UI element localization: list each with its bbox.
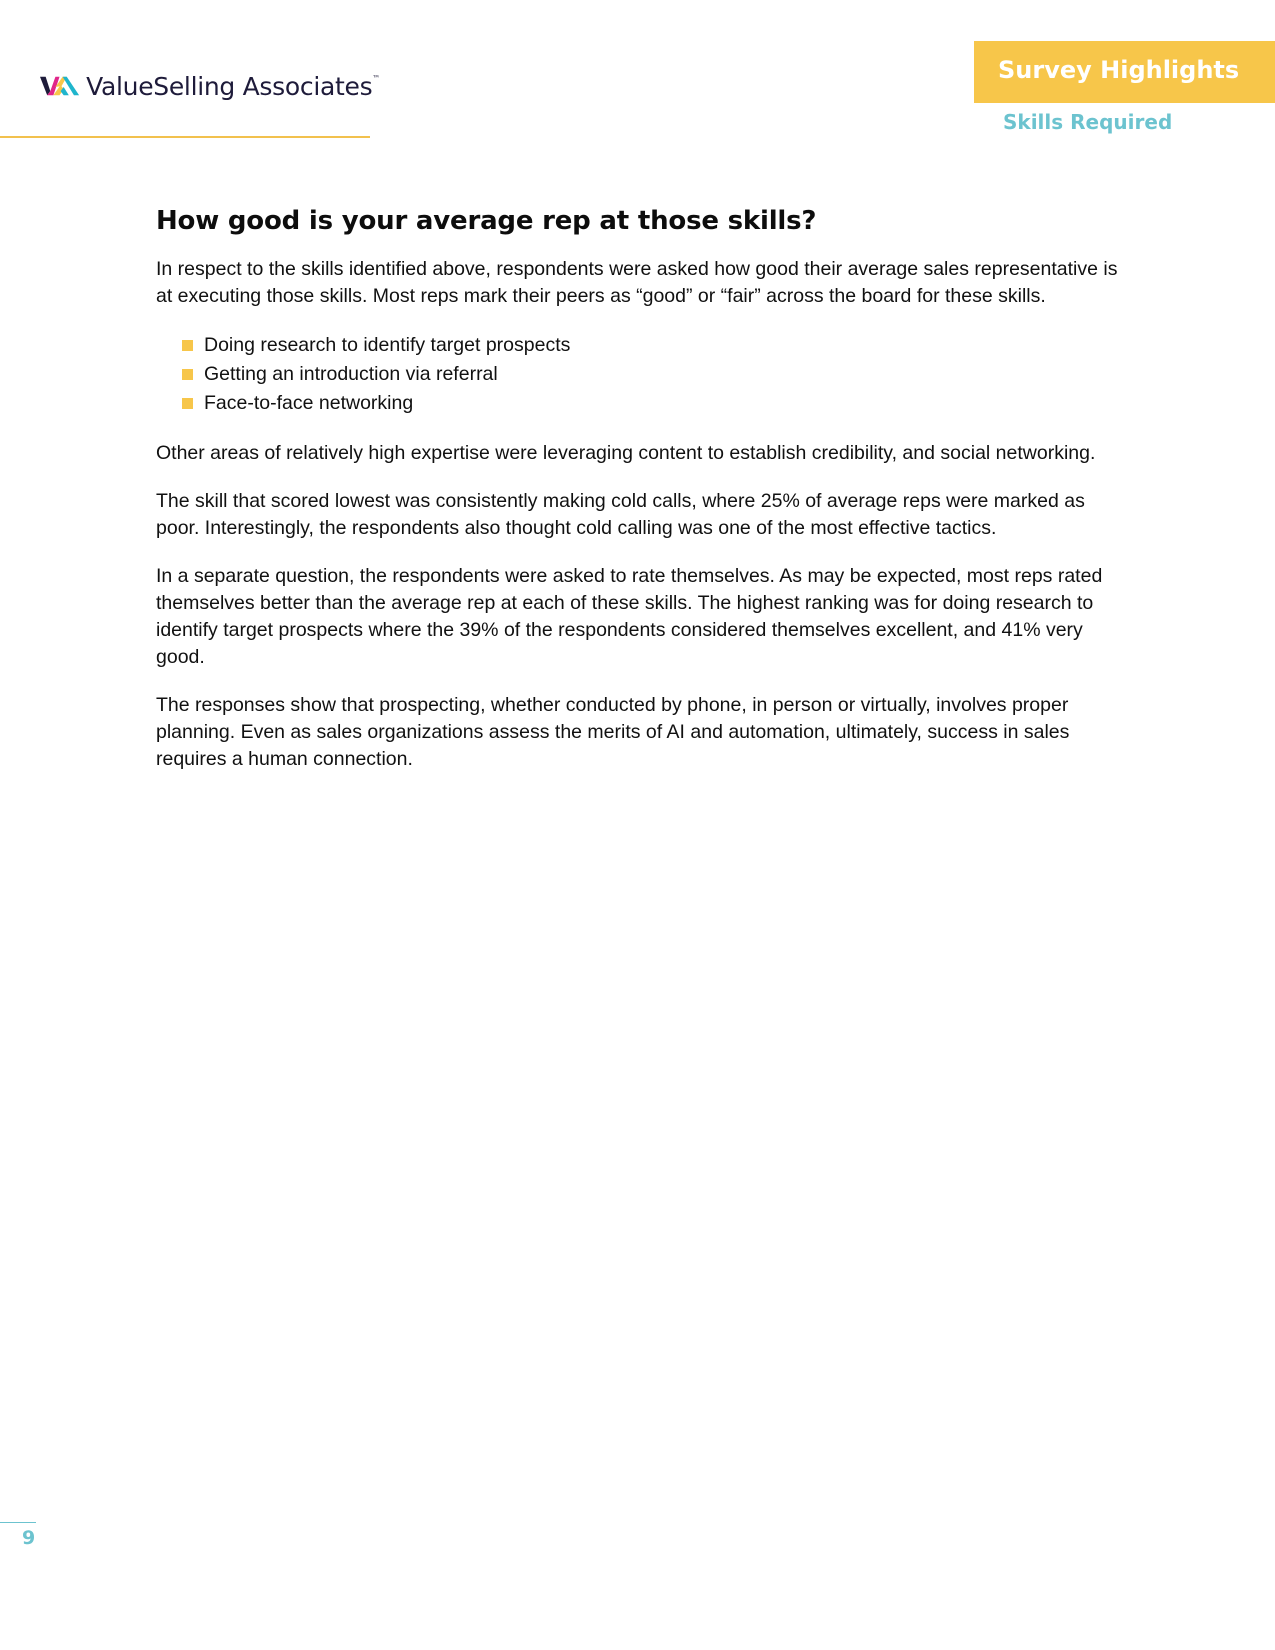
skills-list xyxy=(182,331,1126,418)
body-paragraph: The skill that scored lowest was consistently making cold calls, where 25% of average reps were marked as poor. Interestingly, the respondents also thought cold calling was one of the most effective tactics. xyxy=(156,490,1085,539)
list-item-text: Doing research to identify target prospects xyxy=(204,334,571,356)
list-item-text: Getting an introduction via referral xyxy=(204,363,498,385)
section-subtitle: Skills Required xyxy=(1003,110,1173,134)
logo-wordmark: ValueSelling Associates™ xyxy=(86,71,380,101)
square-bullet-icon xyxy=(182,340,193,351)
square-bullet-icon xyxy=(182,369,193,380)
vsa-logo-icon xyxy=(40,66,80,106)
section-title: Survey Highlights xyxy=(998,56,1240,84)
header-divider xyxy=(0,136,370,138)
body-paragraph: The responses show that prospecting, whether conducted by phone, in person or virtually, involves proper planning. Even as sales organizations assess the merits of AI and automation, ultimately, success in sales requires a human connection. xyxy=(156,694,1070,770)
body-paragraph: In a separate question, the respondents were asked to rate themselves. As may be expected, most reps rated themselves better than the average rep at each of these skills. The highest ranking was for doing research to identify target prospects where the 39% of the respondents considered themselves excellent, and 41% very good. xyxy=(156,565,1103,668)
list-item-text: Face-to-face networking xyxy=(204,392,414,414)
company-logo xyxy=(40,64,380,108)
list-item xyxy=(182,360,1126,389)
list-item xyxy=(182,389,1126,418)
square-bullet-icon xyxy=(182,398,193,409)
page-number: 9 xyxy=(22,1527,36,1549)
article-body xyxy=(156,206,1126,794)
body-paragraph: Other areas of relatively high expertise were leveraging content to establish credibility, and social networking. xyxy=(156,442,1096,464)
article-heading: How good is your average rep at those skills? xyxy=(156,206,817,236)
page-number-rule xyxy=(0,1522,36,1523)
intro-paragraph: In respect to the skills identified above, respondents were asked how good their average sales representative is at executing those skills. Most reps mark their peers as “good” or “fair” across the board for these skills. xyxy=(156,258,1118,307)
trademark-mark: ™ xyxy=(372,73,380,83)
list-item xyxy=(182,331,1126,360)
